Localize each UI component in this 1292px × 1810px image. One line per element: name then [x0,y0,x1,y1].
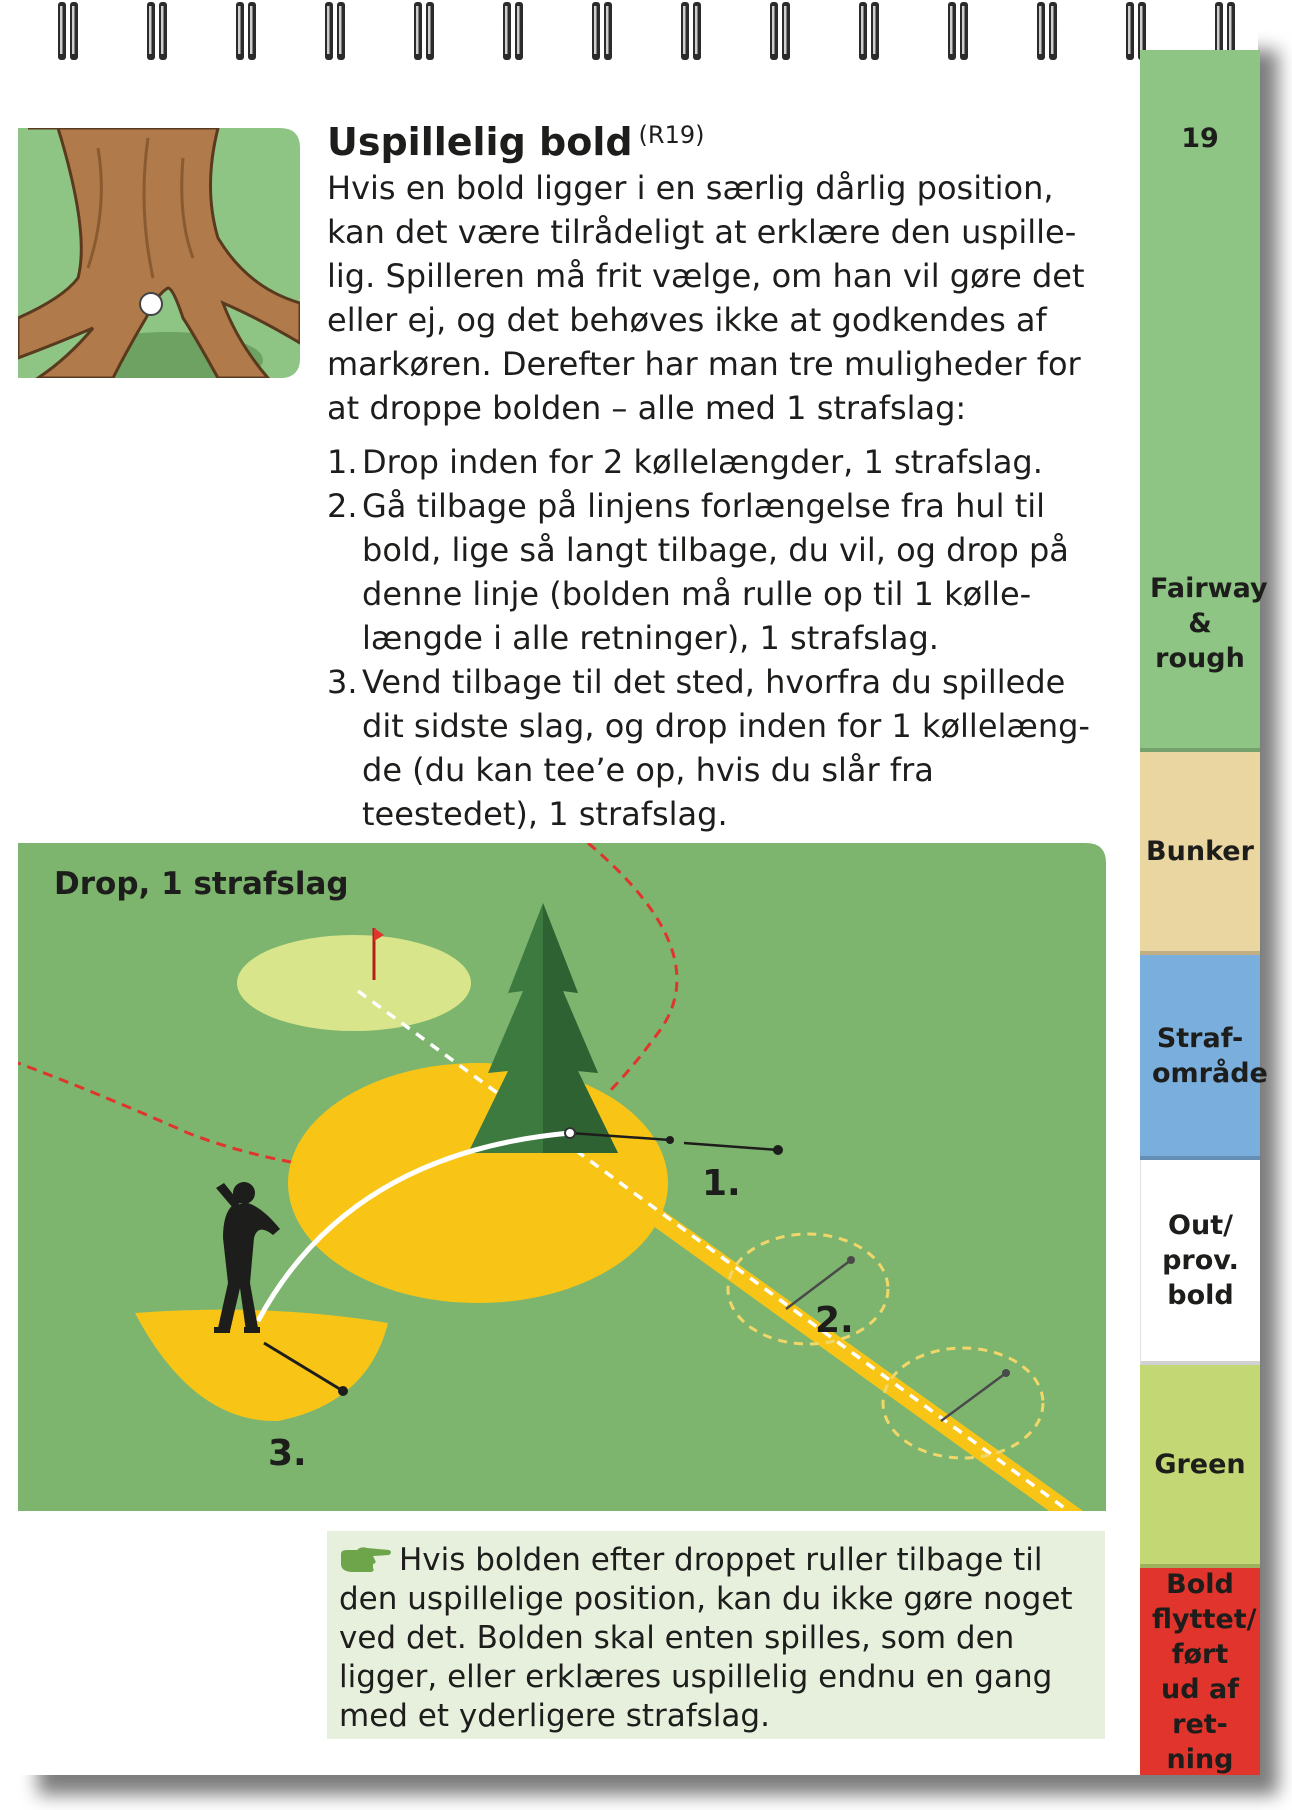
option-number: 1. [327,443,358,481]
tab-label-fairway: Fairway & rough [1150,573,1268,674]
spiral-ring-highlight [695,6,698,54]
tree-roots-illustration [18,128,300,378]
spiral-ring-highlight [1051,6,1054,54]
spiral-ring-highlight [784,6,787,54]
spiral-ring-highlight [1229,6,1232,54]
spiral-ring-highlight [72,6,75,54]
rule-title-text: Uspillelig bold [327,120,633,164]
tab-fairway-rough[interactable] [1140,50,1268,752]
tab-bunker[interactable] [1140,752,1260,955]
spiral-ring-highlight [606,6,609,54]
spiral-ring-highlight [238,6,241,54]
tab-out-prov-bold[interactable] [1140,1160,1260,1365]
tab-label-flyttet: Bold flyttet/ ført ud af ret-ning [1152,1568,1257,1775]
tab-label-green: Green [1154,1449,1246,1480]
spiral-ring-highlight [339,6,342,54]
spiral-ring-highlight [1039,6,1042,54]
spiral-ring-highlight [950,6,953,54]
spiral-ring-highlight [416,6,419,54]
spiral-ring-highlight [1140,6,1143,54]
tab-green[interactable] [1140,1365,1260,1568]
tab-strafomrade[interactable] [1140,955,1268,1160]
tab-label-strafomrade: Straf-område [1152,1022,1268,1089]
spiral-ring-highlight [873,6,876,54]
diagram-label-2: 2. [815,1300,854,1341]
spiral-ring-highlight [772,6,775,54]
spiral-ring-highlight [505,6,508,54]
spiral-ring-highlight [327,6,330,54]
tab-label-out: Out/ prov. bold [1162,1210,1239,1311]
tab-bold-flyttet[interactable] [1140,1568,1260,1775]
option-number: 3. [327,663,358,701]
option-text: Vend tilbage til det sted, hvorfra du spillede dit sidste slag, og drop inden for 1 køllelæng-de (du kan tee’e op, hvis du slår fra teestedet), 1 strafslag. [362,663,1090,833]
rule-reference: (R19) [638,121,705,149]
spiral-ring-highlight [161,6,164,54]
putting-green [237,935,471,1031]
spiral-ring-highlight [149,6,152,54]
page-number: 19 [1181,123,1219,154]
option-text: Drop inden for 2 køllelængder, 1 strafslag. [362,443,1043,481]
spiral-ring-highlight [250,6,253,54]
option-number: 2. [327,487,358,525]
spiral-ring-highlight [594,6,597,54]
option-item [327,440,1117,484]
note-box [327,1531,1105,1739]
spiral-ring-highlight [962,6,965,54]
spiral-ring-highlight [428,6,431,54]
option-text: Gå tilbage på linjens forlængelse fra hul til bold, lige så langt tilbage, du vil, og drop på denne linje (bolden må rulle op til 1 kølle-længde i alle retninger), 1 strafslag. [362,487,1069,657]
spiral-ring-highlight [1128,6,1131,54]
drop-options-diagram [18,843,1106,1511]
ball-icon [565,1128,575,1138]
diagram-caption: Drop, 1 strafslag [54,866,349,902]
spiral-ring-highlight [683,6,686,54]
spiral-ring-highlight [517,6,520,54]
spiral-ring-highlight [60,6,63,54]
spiral-binding [0,0,1292,70]
spiral-ring-highlight [861,6,864,54]
spiral-ring-highlight [1217,6,1220,54]
diagram-label-3: 3. [268,1433,307,1474]
rule-title [327,120,705,164]
option-item [327,660,1117,836]
tab-label-bunker: Bunker [1146,836,1254,867]
options-list [327,440,1117,836]
diagram-label-1: 1. [702,1163,741,1204]
rule-intro: Hvis en bold ligger i en særlig dårlig position, kan det være tilrådeligt at erklære den uspille-lig. Spilleren må frit vælge, om han vil gøre det eller ej, og det behøves ikke at godkendes af markøren. Derefter har man tre muligheder for at droppe bolden – alle med 1 strafslag: [327,169,1085,427]
note-text: Hvis bolden efter droppet ruller tilbage til den uspillelige position, kan du ikke gøre noget ved det. Bolden skal enten spilles, som den ligger, eller erklæres uspillelig endnu en gang med et yderligere strafslag. [339,1542,1073,1734]
pointing-hand-icon [339,1546,393,1574]
option-item [327,484,1117,660]
